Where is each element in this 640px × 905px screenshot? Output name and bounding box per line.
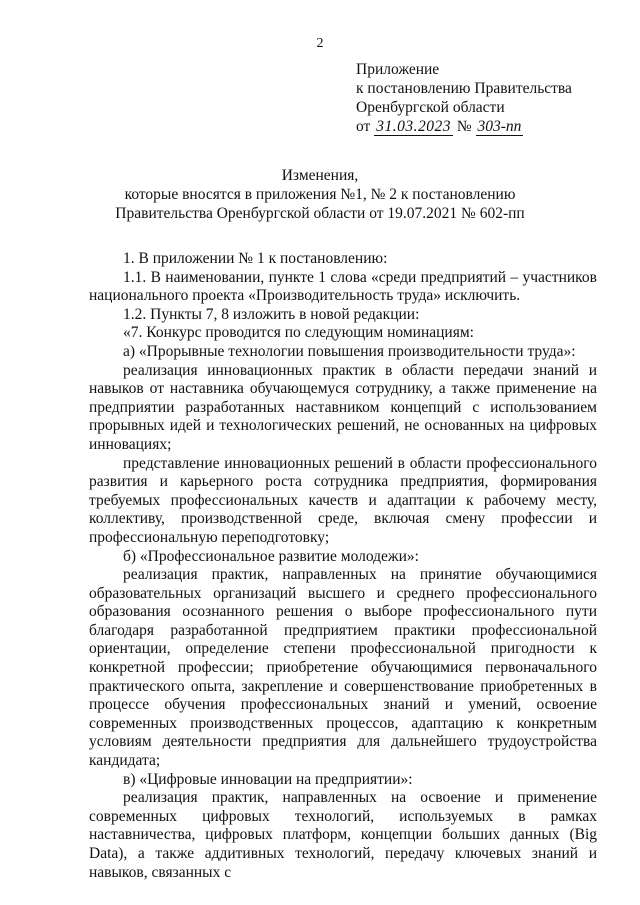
- handwritten-number: 303-пп: [477, 118, 522, 135]
- body-paragraph: а) «Прорывные технологии повышения производительности труда»:: [123, 342, 576, 360]
- body-paragraph: реализация инновационных практик в области передачи знаний и навыков от наставника обучающемуся сотруднику, а также применение на предприятии разработанных наставником концепций с использованием прорывных идей и технологических решений, не основанных на цифровых инновациях;: [89, 361, 597, 453]
- appendix-date-line: [356, 117, 626, 136]
- appendix-line: Приложение: [356, 61, 440, 78]
- appendix-line: Оренбургской области: [356, 99, 505, 116]
- body-paragraph: 1.2. Пункты 7, 8 изложить в новой редакции:: [123, 305, 420, 323]
- body-paragraph: 1.1. В наименовании, пункте 1 слова «среди предприятий – участников национального проекта «Производительность труда» исключить.: [89, 268, 597, 305]
- appendix-line: к постановлению Правительства: [356, 80, 572, 97]
- body-paragraph: б) «Профессиональное развитие молодежи»:: [123, 547, 419, 565]
- document-body: [89, 250, 597, 882]
- body-paragraph: представление инновационных решений в области профессионального развития и карьерного роста сотрудника предприятия, формирования требуемых профессиональных качеств и адаптации к рабочему месту, коллективу, производственной среде, включая смену профессии и профессиональную переподготовку;: [89, 454, 597, 546]
- page-number: 2: [316, 36, 324, 51]
- number-prefix: №: [456, 118, 472, 135]
- title-line: которые вносятся в приложения №1, № 2 к постановлению: [124, 186, 516, 203]
- handwritten-date: 31.03.2023: [376, 118, 451, 135]
- title-line: Правительства Оренбургской области от 19.07.2021 № 602-пп: [115, 205, 525, 222]
- body-paragraph: в) «Цифровые инновации на предприятии»:: [123, 770, 413, 788]
- body-paragraph: реализация практик, направленных на освоение и применение современных цифровых технологий, используемых в рамках наставничества, цифровых платформ, концепции больших данных (Big Data), а также аддитивных технологий, передачу ключевых знаний и навыков, связанных с: [89, 789, 597, 881]
- body-paragraph: реализация практик, направленных на принятие обучающимися образовательных организаций высшего и среднего профессионального образования осознанного решения о выборе профессионального пути благодаря разработанной предприятием практики профессиональной ориентации, определение степени профессиональной пригодности к конкретной профессии; приобретение обучающимися первоначального практического опыта, закрепление и совершенствование приобретенных в процессе обучения профессиональных знаний и умений, освоение современных производственных процессов, адаптацию к конкретным условиям деятельности предприятия для дальнейшего трудоустройства кандидата;: [89, 566, 597, 770]
- body-paragraph: 1. В приложении № 1 к постановлению:: [123, 250, 388, 267]
- title-line: Изменения,: [281, 167, 359, 184]
- document-title: [0, 166, 640, 223]
- body-paragraph: «7. Конкурс проводится по следующим номинациям:: [123, 324, 474, 342]
- appendix-header: [356, 60, 626, 136]
- date-prefix: от: [356, 118, 371, 135]
